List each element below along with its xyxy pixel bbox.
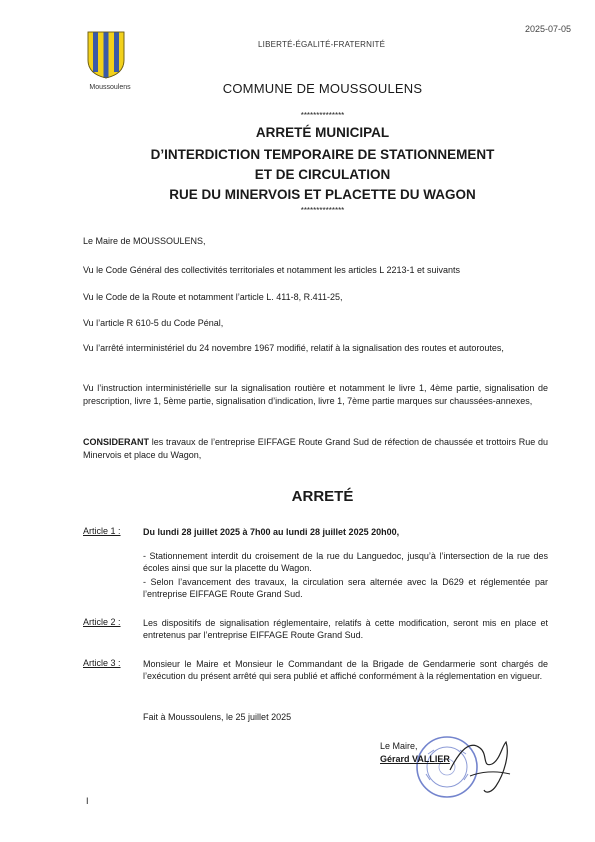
document-date: 2025-07-05 [524, 24, 571, 34]
commune-name: COMMUNE DE MOUSSOULENS [222, 81, 423, 96]
article-1-bullet-2: - Selon l’avancement des travaux, la circulation sera alternée avec la D629 et réglementée par l’entreprise EIFFAGE Route Grand Sud. [143, 577, 548, 599]
preamble-considerant [83, 436, 548, 462]
page-mark: I [86, 796, 89, 806]
title-line-1: ARRETÉ MUNICIPAL [255, 125, 390, 140]
considerant-text: les travaux de l’entreprise EIFFAGE Route Grand Sud de réfection de chaussée et trottoirs Rue du Minervois et place du Wagon, [83, 437, 548, 460]
signatory-title: Le Maire, [380, 741, 418, 751]
municipal-crest-icon [86, 30, 126, 80]
republic-motto: LIBERTÉ-ÉGALITÉ-FRATERNITÉ [258, 40, 386, 49]
article-3-body: Monsieur le Maire et Monsieur le Commandant de la Brigade de Gendarmerie sont chargés de l’exécution du présent arrêté qui sera publié et affiché conformément à la réglementation en vigueur. [143, 659, 548, 681]
signatory-name: Gérard VALLIER [380, 754, 450, 764]
considerant-lead: CONSIDERANT [83, 437, 150, 447]
preamble-vu-5: Vu l’instruction interministérielle sur la signalisation routière et notamment le livre 1, 4ème partie, signalisation de prescription, livre 1, 5ème partie, signalisation d’indication, livre 1, 7ème partie marques sur chaussées-annexes, [83, 383, 548, 406]
article-1-date: Du lundi 28 juillet 2025 à 7h00 au lundi 28 juillet 2025 20h00, [143, 527, 400, 537]
preamble-maire: Le Maire de MOUSSOULENS, [83, 236, 206, 246]
arrete-heading: ARRETÉ [291, 488, 354, 505]
preamble-vu-4: Vu l’arrêté interministériel du 24 novembre 1967 modifié, relatif à la signalisation des routes et autoroutes, [83, 343, 504, 353]
title-line-4: RUE DU MINERVOIS ET PLACETTE DU WAGON [169, 187, 476, 202]
handwritten-signature-icon [440, 730, 520, 800]
article-1-label: Article 1 : [83, 526, 121, 536]
article-1-bullet-1: - Stationnement interdit du croisement de la rue du Languedoc, jusqu’à l’intersection de la rue des écoles ainsi que sur la placette du Wagon. [143, 551, 548, 573]
signed-place-date: Fait à Moussoulens, le 25 juillet 2025 [143, 712, 292, 722]
title-line-2: D’INTERDICTION TEMPORAIRE DE STATIONNEMENT [150, 147, 495, 162]
preamble-vu-3: Vu l’article R 610-5 du Code Pénal, [83, 318, 224, 328]
preamble-vu-1: Vu le Code Général des collectivités territoriales et notamment les articles L 2213-1 et suivants [83, 265, 461, 275]
title-line-3: ET DE CIRCULATION [254, 167, 391, 182]
separator-stars: ************** [300, 111, 345, 120]
separator-stars: ************** [300, 206, 345, 215]
article-2-label: Article 2 : [83, 617, 121, 627]
preamble-vu-2: Vu le Code de la Route et notamment l’article L. 411-8, R.411-25, [83, 292, 343, 302]
article-3-label: Article 3 : [83, 658, 121, 668]
article-2-body: Les dispositifs de signalisation réglementaire, relatifs à cette modification, seront mis en place et entretenus par l’entreprise EIFFAGE Route Grand Sud. [143, 618, 548, 640]
crest-caption: Moussoulens [89, 84, 131, 91]
